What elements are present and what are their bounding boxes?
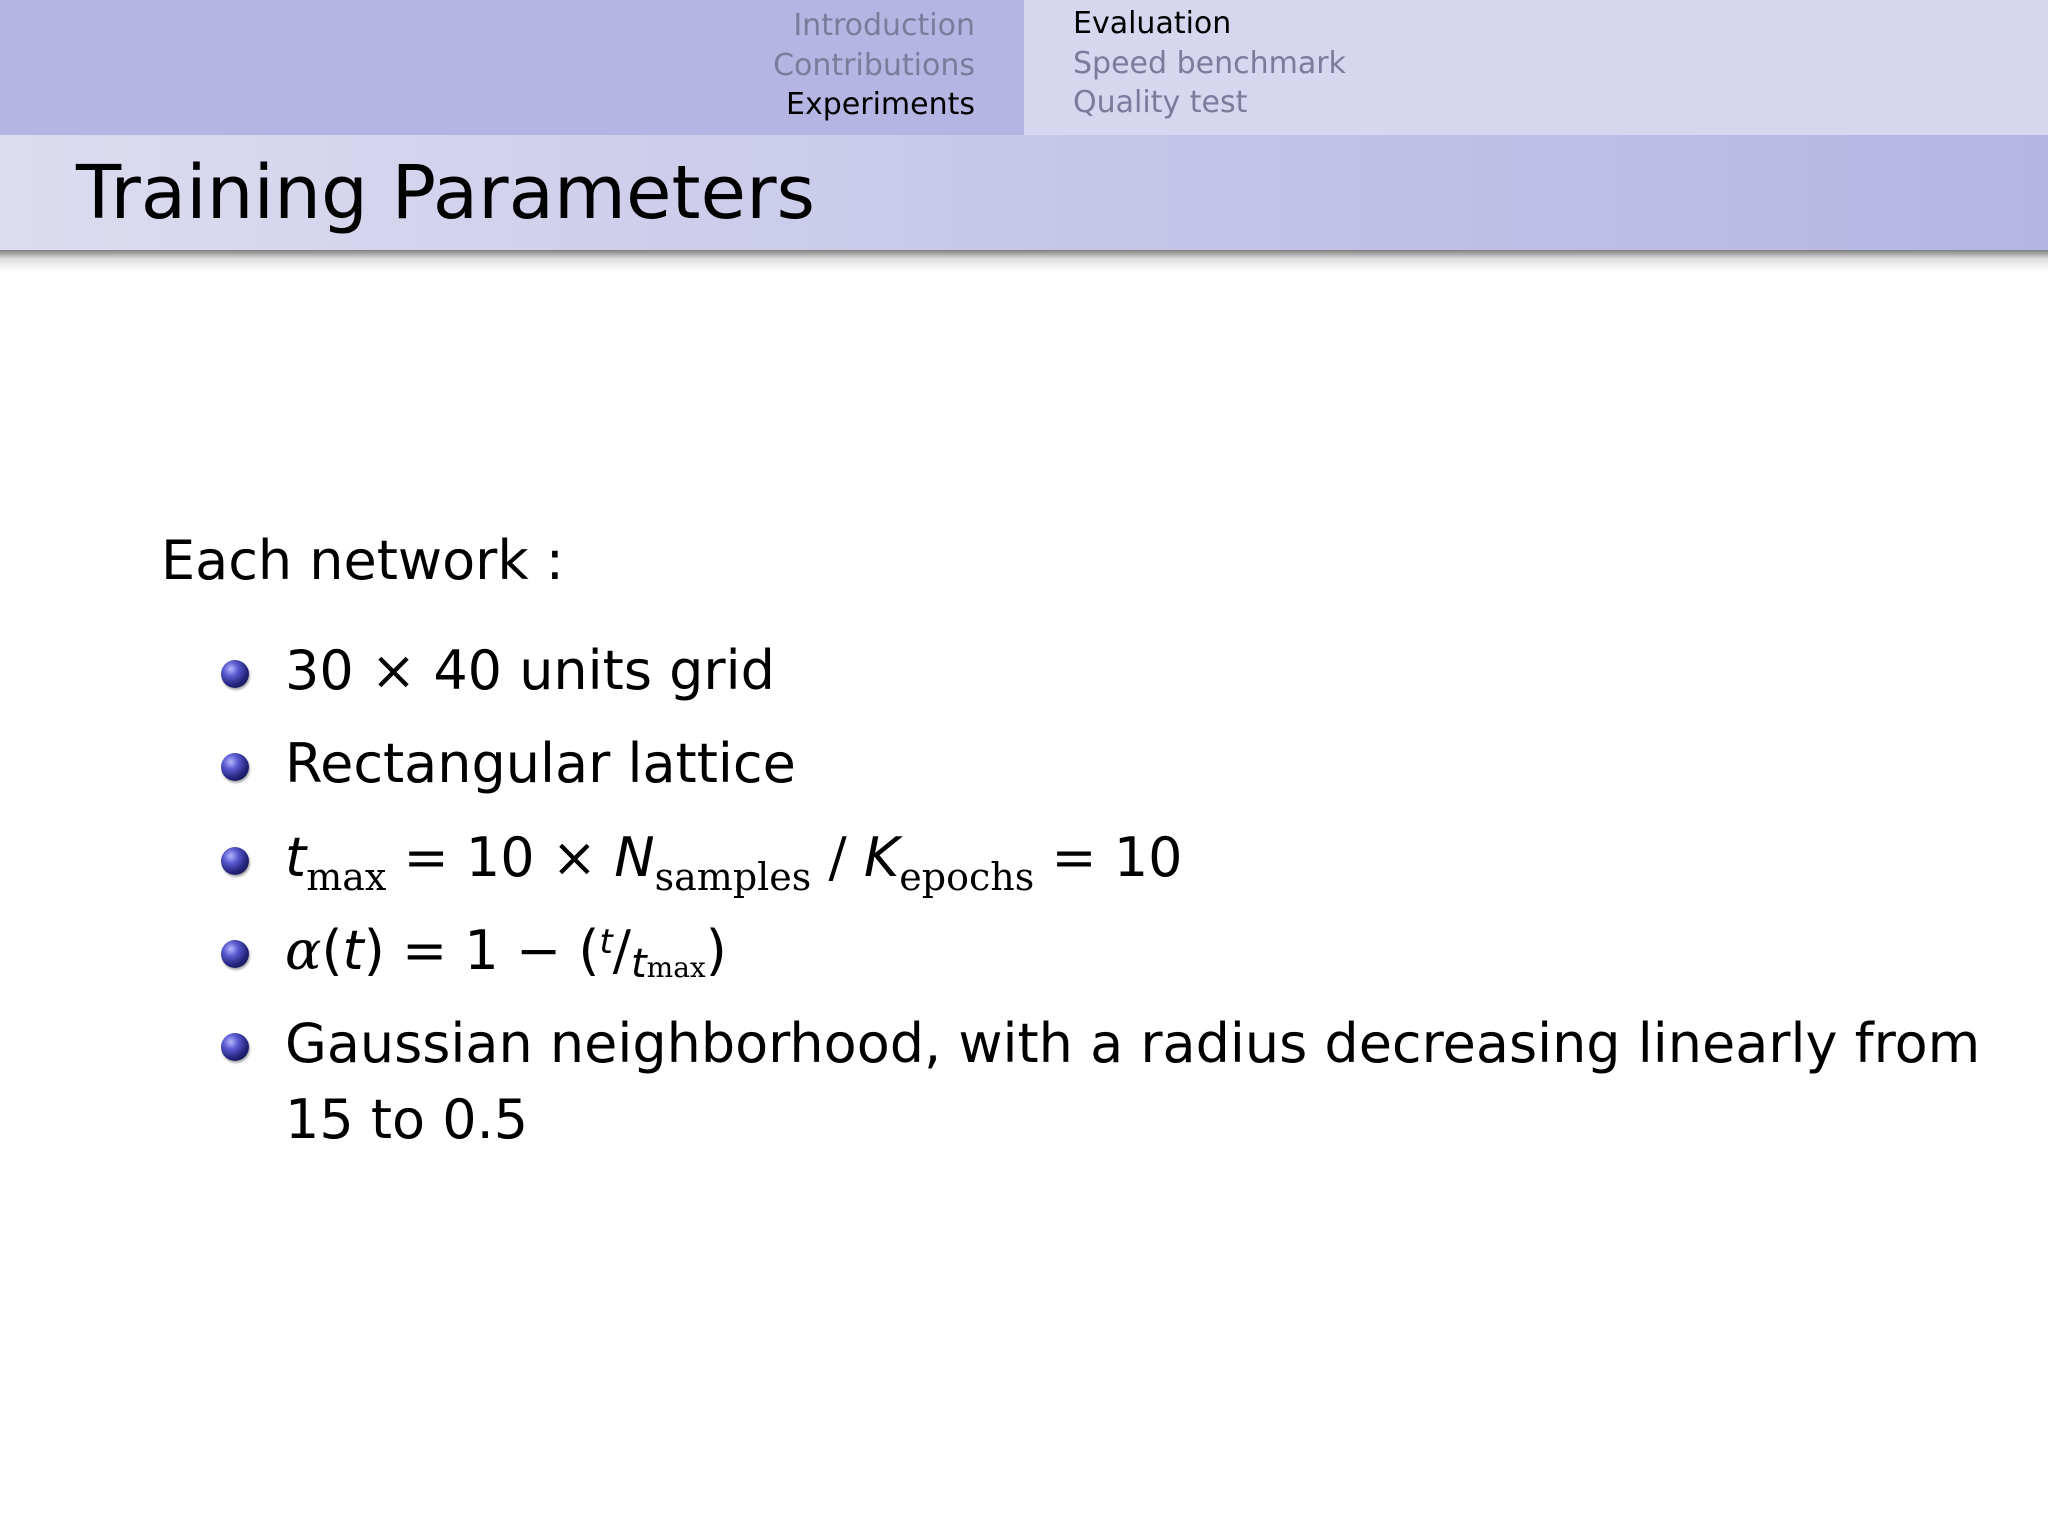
nav-subsections — [1073, 4, 1346, 123]
open-paren: ( — [321, 919, 343, 982]
list-item-alpha — [285, 913, 727, 998]
tmax-factor: 10 — [465, 826, 535, 889]
page-title: Training Parameters — [76, 150, 816, 236]
k-subscript: epochs — [899, 855, 1035, 899]
nav-sections — [773, 6, 1024, 125]
n-subscript: samples — [654, 855, 812, 899]
close-paren: ) — [363, 919, 385, 982]
nav-section-contributions[interactable]: Contributions — [773, 47, 975, 83]
bullet-icon — [221, 660, 249, 688]
minus-symbol: − — [515, 919, 562, 982]
list-item-gaussian: Gaussian neighborhood, with a radius decreasing linearly from 15 to 0.5 — [285, 1012, 1981, 1151]
list-item-tmax — [285, 820, 1183, 901]
list-item-lattice: Rectangular lattice — [285, 732, 796, 795]
bullet-icon — [221, 753, 249, 781]
k-symbol: K — [863, 826, 900, 889]
grid-cols: 40 — [433, 639, 503, 702]
nav-subsections-panel — [1024, 0, 2048, 135]
times-symbol: × — [370, 639, 417, 702]
alpha-arg: t — [342, 919, 364, 982]
open-paren: ( — [578, 919, 600, 982]
fraction-denominator-subscript: max — [646, 951, 706, 984]
equals-symbol: = — [403, 826, 449, 889]
slash-symbol: / — [828, 826, 847, 889]
nav-subsection-speed-benchmark[interactable]: Speed benchmark — [1073, 45, 1346, 81]
tmax-t: t — [285, 826, 307, 889]
one-value: 1 — [464, 919, 499, 982]
n-symbol: N — [614, 826, 655, 889]
title-bar-shadow — [0, 250, 2048, 272]
list-item-grid — [285, 633, 775, 709]
tmax-subscript: max — [306, 855, 387, 899]
nav-sections-panel — [0, 0, 1024, 135]
alpha-symbol: α — [285, 919, 322, 982]
nav-subsection-evaluation[interactable]: Evaluation — [1073, 6, 1232, 41]
bullet-icon — [221, 847, 249, 875]
close-paren: ) — [705, 919, 727, 982]
times-symbol: × — [551, 826, 598, 889]
equals-symbol: = — [1051, 826, 1097, 889]
fraction-slash: / — [612, 919, 631, 982]
bullet-icon — [221, 1033, 249, 1061]
nav-section-introduction[interactable]: Introduction — [793, 8, 975, 43]
intro-text: Each network : — [161, 529, 564, 592]
fraction-numerator: t — [599, 922, 613, 962]
grid-label: units grid — [519, 639, 775, 702]
nav-subsection-quality-test[interactable]: Quality test — [1073, 85, 1248, 120]
equals-symbol: = — [401, 919, 448, 982]
nav-section-experiments[interactable]: Experiments — [786, 87, 975, 122]
fraction-denominator: t — [630, 941, 647, 987]
epochs-value: 10 — [1113, 826, 1183, 889]
bullet-icon — [221, 940, 249, 968]
grid-rows: 30 — [285, 639, 354, 702]
